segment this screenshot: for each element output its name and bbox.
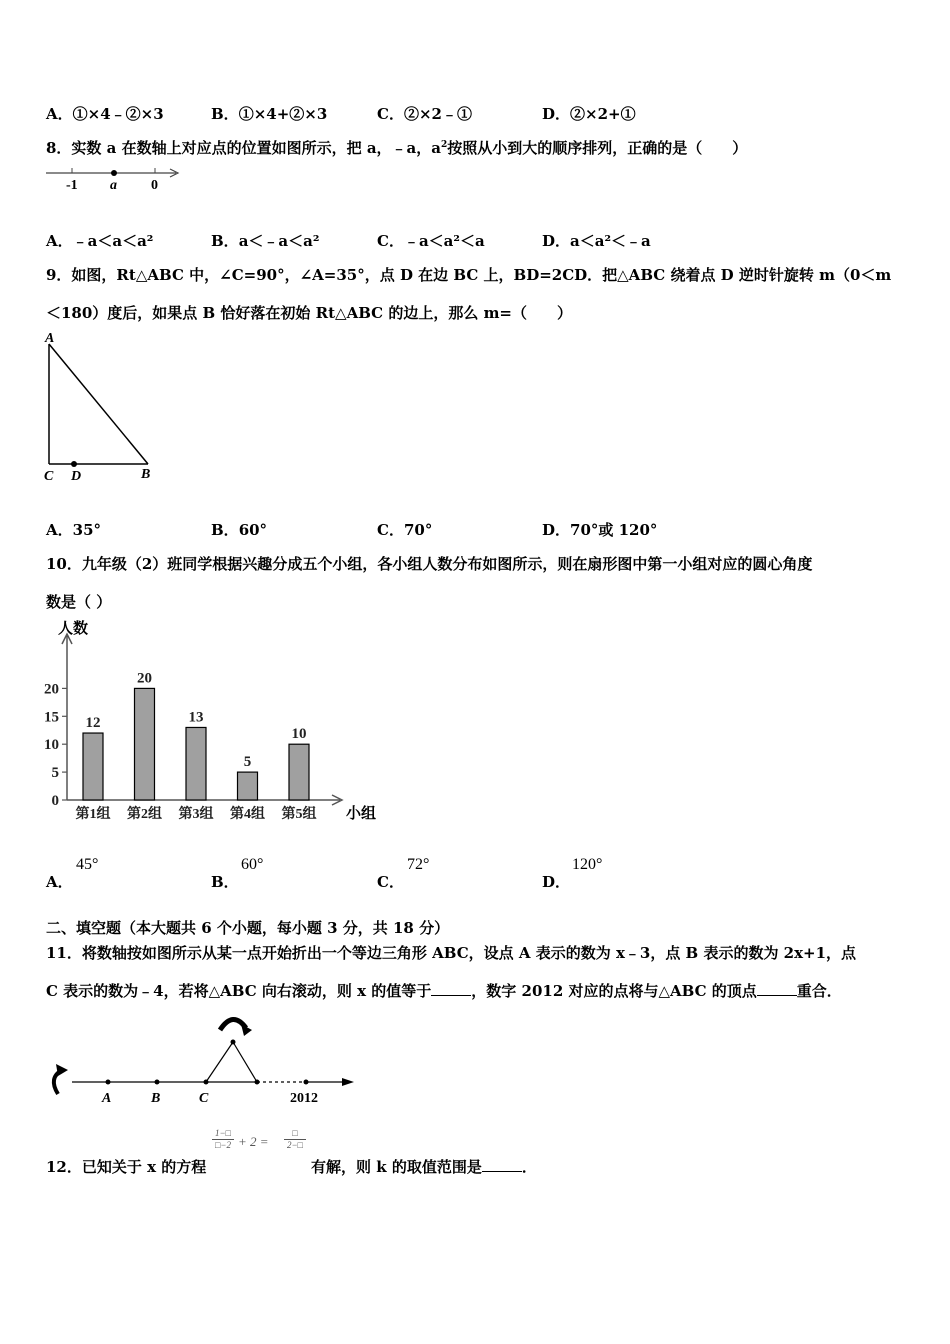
q10-bar-chart xyxy=(40,616,390,828)
q11-label-2012: 2012 xyxy=(290,1091,318,1106)
q11-axis-arrow xyxy=(342,1078,354,1086)
bar-2 xyxy=(135,688,155,800)
chart-y-label: 人数 xyxy=(58,621,89,637)
q9-option-a: A．35° xyxy=(46,521,102,539)
chart-x-label: 小组 xyxy=(346,806,377,822)
q10-option-d: D． xyxy=(542,873,571,891)
bar-value-label-3: 13 xyxy=(188,709,204,726)
x-tick-label-5: 第5组 xyxy=(281,807,317,822)
q11-stem-line2: C 表示的数为﹣4，若将△ABC 向右滚动，则 x 的值等于 ，数字 2012 对应的点将与△ABC 的顶点 重合． xyxy=(46,982,842,1000)
q12-eq-right-den: 2−□ xyxy=(284,1139,306,1150)
q9-label-b: B xyxy=(141,467,151,482)
q11-point-a xyxy=(106,1080,111,1085)
q10-option-c-value: 72° xyxy=(407,856,430,873)
x-tick-label-3: 第3组 xyxy=(178,807,214,822)
q9-option-d: D．70°或 120° xyxy=(542,521,658,539)
q10-option-b-value: 60° xyxy=(241,856,264,873)
y-tick-label-20: 20 xyxy=(44,681,59,698)
q11-blank-2[interactable] xyxy=(757,982,797,996)
q11-label-a: A xyxy=(102,1091,112,1106)
q10-stem-line1: 10．九年级（2）班同学根据兴趣分成五个小组，各小组人数分布如图所示，则在扇形图中第一小组对应的圆心角度 xyxy=(46,555,813,573)
q12-blank[interactable] xyxy=(482,1158,522,1172)
q12-prefix: 12．已知关于 x 的方程 xyxy=(46,1158,207,1176)
q9-label-d: D xyxy=(71,469,82,484)
q9-option-c: C．70° xyxy=(377,521,433,539)
q12-eq-left-num: 1−□ xyxy=(214,1128,231,1138)
q11-label-c: C xyxy=(199,1091,209,1106)
q8-point-a xyxy=(111,170,117,176)
q11-triangle-base-right xyxy=(255,1080,260,1085)
q9-stem-line2: ＜180）度后，如果点 B 恰好落在初始 Rt△ABC 的边上，那么 m=（ ） xyxy=(46,304,573,322)
q10-option-a-value: 45° xyxy=(76,856,99,873)
q9-option-b: B．60° xyxy=(211,521,268,539)
q11-label-b: B xyxy=(151,1091,161,1106)
q8-option-c: C．﹣a＜a²＜a xyxy=(377,232,485,250)
bar-3 xyxy=(186,727,206,800)
q8-label-0: 0 xyxy=(151,178,158,193)
q11-blank-1[interactable] xyxy=(431,982,471,996)
q7-option-d: D．②×2+① xyxy=(542,105,636,123)
q11-triangle-left xyxy=(206,1042,233,1082)
q9-label-c: C xyxy=(44,469,54,484)
q8-label-neg1: -1 xyxy=(66,178,78,193)
q11-fold-figure xyxy=(42,1008,362,1112)
q10-option-c: C． xyxy=(377,873,404,891)
x-tick-label-2: 第2组 xyxy=(127,807,162,822)
q12-equation xyxy=(212,1124,312,1162)
bar-value-label-4: 5 xyxy=(243,754,252,771)
q11-point-b xyxy=(155,1080,160,1085)
q11-point-c xyxy=(204,1080,209,1085)
x-tick-label-1: 第1组 xyxy=(75,807,111,822)
q9-stem-line1: 9．如图，Rt△ABC 中，∠C=90°，∠A=35°，点 D 在边 BC 上，BD=2CD．把△ABC 绕着点 D 逆时针旋转 m（0＜m xyxy=(46,266,892,284)
q7-option-a: A．①×4﹣②×3 xyxy=(46,105,164,123)
y-tick-label-5: 5 xyxy=(51,765,59,782)
bar-value-label-2: 20 xyxy=(137,670,152,687)
q10-option-b: B． xyxy=(211,873,239,891)
q8-stem: 8．实数 a 在数轴上对应点的位置如图所示，把 a，﹣a，$a^2$按照从小到大的顺序排列，正确的是（ ） xyxy=(46,139,748,157)
x-tick-label-4: 第4组 xyxy=(230,807,265,822)
q12-suffix: 有解，则 k 的取值范围是 ． xyxy=(311,1158,537,1176)
q8-option-a: A．﹣a＜a＜a² xyxy=(46,232,154,250)
q11-stem-line1: 11．将数轴按如图所示从某一点开始折出一个等边三角形 ABC，设点 A 表示的数为 x﹣3，点 B 表示的数为 2x+1，点 xyxy=(46,944,857,962)
bar-4 xyxy=(238,772,258,800)
bar-5 xyxy=(289,744,309,800)
q10-option-d-value: 120° xyxy=(572,856,603,873)
q10-option-a: A． xyxy=(46,873,73,891)
bar-1 xyxy=(83,733,103,800)
q11-triangle-apex xyxy=(231,1040,236,1045)
q10-stem-line2: 数是（ ） xyxy=(46,593,112,611)
y-tick-label-15: 15 xyxy=(44,709,59,726)
q8-option-d: D．a＜a²＜﹣a xyxy=(542,232,651,250)
q8-option-b: B．a＜﹣a＜a² xyxy=(211,232,320,250)
q8-number-line xyxy=(44,164,184,196)
q11-point-2012 xyxy=(304,1080,309,1085)
y-tick-label-10: 10 xyxy=(44,737,59,754)
q9-point-d xyxy=(71,461,77,467)
q8-label-a: a xyxy=(110,178,117,193)
bar-value-label-5: 10 xyxy=(291,726,307,743)
q9-side-ab xyxy=(49,344,148,464)
q12-eq-right-num: □ xyxy=(292,1128,298,1138)
y-tick-label-0: 0 xyxy=(51,793,59,809)
section2-heading: 二、填空题（本大题共 6 个小题，每小题 3 分，共 18 分） xyxy=(46,919,450,937)
left-curve-arrow-head-icon xyxy=(56,1064,68,1076)
q7-option-b: B．①×4+②×3 xyxy=(211,105,328,123)
q12-eq-mid: + 2 = xyxy=(238,1134,269,1149)
q9-triangle-figure xyxy=(40,330,160,486)
bar-value-label-1: 12 xyxy=(85,715,101,732)
q9-label-a: A xyxy=(45,331,55,346)
q12-eq-left-den: □−2 xyxy=(212,1139,234,1150)
q7-option-c: C．②×2﹣① xyxy=(377,105,472,123)
q11-triangle-right xyxy=(233,1042,257,1082)
